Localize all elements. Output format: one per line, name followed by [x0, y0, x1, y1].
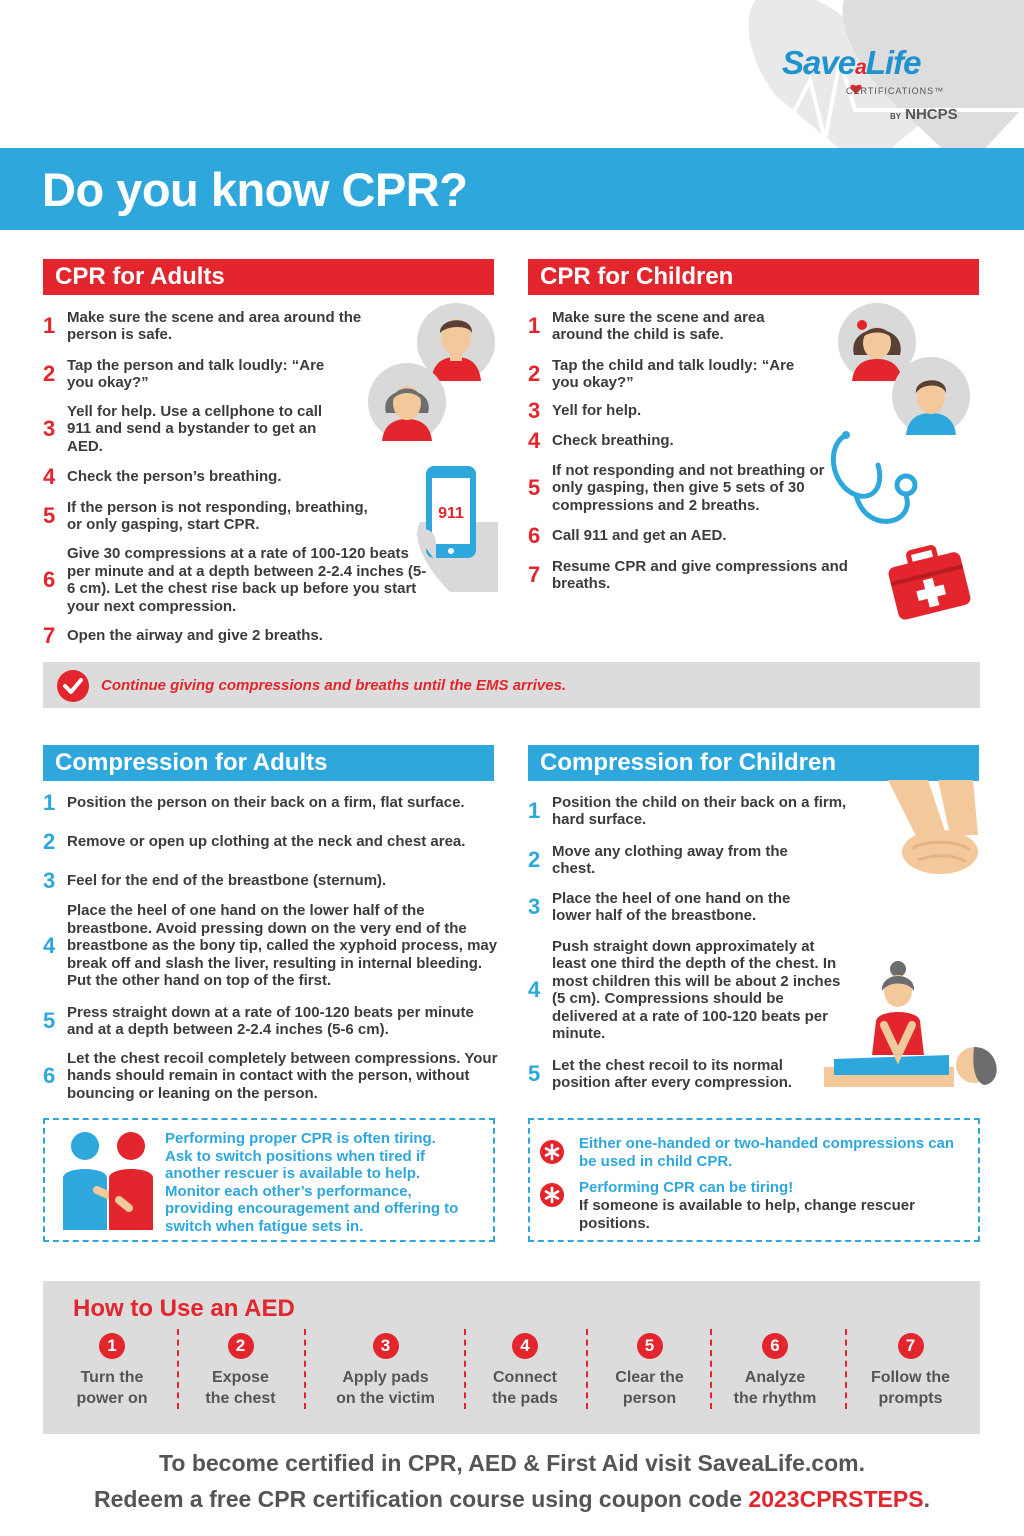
- check-circle-icon: [57, 670, 89, 702]
- footer-line-1: To become certified in CPR, AED & First Aid visit SaveaLife.com.: [159, 1450, 865, 1476]
- list-item: 1 Position the child on their back on a firm, hard surface.: [528, 793, 847, 828]
- child-tip-1: Either one-handed or two-handed compressions can be used in child CPR.: [579, 1135, 955, 1170]
- list-item: 1 Make sure the scene and area around the child is safe.: [528, 308, 765, 343]
- coupon-code: 2023CPRSTEPS: [748, 1486, 924, 1512]
- compression-adults-heading: Compression for Adults: [43, 745, 494, 781]
- asterisk-icon: [540, 1183, 564, 1207]
- aed-step: 5 Clear the person: [593, 1333, 706, 1409]
- list-item: 4 Check breathing.: [528, 428, 674, 453]
- child-tip-2-text: If someone is available to help, change rescuer positions.: [579, 1197, 915, 1232]
- list-item: 3 Yell for help.: [528, 398, 642, 423]
- cpr-children-heading: CPR for Children: [528, 259, 979, 295]
- list-item: 7 Resume CPR and give compressions and breaths.: [528, 557, 848, 592]
- list-item: 4 Place the heel of one hand on the lower half of the breastbone. Avoid pressing down on the very end of the breastbone as the bony tip, called the xyphoid process, may break off and slash the liver, resulting in internal bleeding. Put the other hand on top of the first.: [43, 902, 498, 990]
- list-item: 6 Give 30 compressions at a rate of 100-120 beats per minute and at a depth between 2-2.4 inches (5-6 cm). Let the chest rise back up before you start your next compression.: [43, 545, 427, 615]
- aed-divider: [586, 1329, 588, 1409]
- asterisk-icon: [540, 1140, 564, 1164]
- woman-avatar-icon: [368, 363, 446, 441]
- phone-911-icon: [410, 462, 498, 592]
- aed-step: 2 Expose the chest: [183, 1333, 298, 1409]
- list-item: 6 Call 911 and get an AED.: [528, 523, 727, 548]
- stethoscope-icon: [826, 425, 918, 540]
- logo-certifications: CERTIFICATIONS™: [846, 86, 945, 96]
- aed-divider: [464, 1329, 466, 1409]
- aed-divider: [845, 1329, 847, 1409]
- list-item: 2 Tap the child and talk loudly: “Are you okay?”: [528, 356, 795, 391]
- list-item: 2 Tap the person and talk loudly: “Are you okay?”: [43, 356, 325, 391]
- phone-911-label: 911: [438, 505, 464, 522]
- aed-heading: How to Use an AED: [73, 1295, 295, 1322]
- list-item: 6 Let the chest recoil completely between compressions. Your hands should remain in contact with the person, without bouncing or leaning on the person.: [43, 1049, 498, 1102]
- list-item: 3 Yell for help. Use a cellphone to call 911 and send a bystander to get an AED.: [43, 402, 323, 455]
- list-item: 2 Remove or open up clothing at the neck and chest area.: [43, 829, 466, 854]
- child-cpr-scene-icon: [824, 955, 1004, 1095]
- aed-step: 6 Analyze the rhythm: [715, 1333, 835, 1409]
- page-title: Do you know CPR?: [42, 163, 468, 216]
- list-item: 2 Move any clothing away from the chest.: [528, 842, 788, 877]
- child-tip-2-title: Performing CPR can be tiring!: [579, 1179, 794, 1196]
- list-item: 4 Check the person’s breathing.: [43, 464, 282, 489]
- list-item: 5 Press straight down at a rate of 100-120 beats per minute and at a depth between 2-2.4 inches (5-6 cm).: [43, 1003, 474, 1038]
- list-item: 1 Make sure the scene and area around the person is safe.: [43, 308, 362, 343]
- list-item: 1 Position the person on their back on a firm, flat surface.: [43, 790, 465, 815]
- aed-divider: [304, 1329, 306, 1409]
- footer-line-2: Redeem a free CPR certification course using coupon code 2023CPRSTEPS.: [94, 1486, 930, 1512]
- list-item: 7 Open the airway and give 2 breaths.: [43, 623, 323, 648]
- list-item: 5 If not responding and not breathing or only gasping, then give 5 sets of 30 compressions and 2 breaths.: [528, 461, 825, 514]
- cpr-adults-heading: CPR for Adults: [43, 259, 494, 295]
- two-rescuers-icon: [57, 1130, 157, 1232]
- logo-by-nhcps: BY NHCPS: [890, 106, 958, 123]
- list-item: 5 Let the chest recoil to its normal position after every compression.: [528, 1056, 793, 1091]
- boy-avatar-icon: [892, 357, 970, 435]
- list-item: 5 If the person is not responding, breathing, or only gasping, start CPR.: [43, 498, 368, 533]
- title-banner: [0, 148, 1024, 230]
- aed-step: 7 Follow the prompts: [853, 1333, 968, 1409]
- list-item: 3 Place the heel of one hand on the lower half of the breastbone.: [528, 889, 791, 924]
- hands-compression-icon: [878, 780, 988, 890]
- aed-step: 3 Apply pads on the victim: [313, 1333, 458, 1409]
- adult-tip-box: [43, 1118, 495, 1242]
- first-aid-kit-icon: [886, 543, 972, 625]
- aed-divider: [710, 1329, 712, 1409]
- compression-children-heading: Compression for Children: [528, 745, 979, 781]
- list-item: 4 Push straight down approximately at least one third the depth of the chest. In most children this will be about 2 inches (5 cm). Compressions should be delivered at a rate of 100-120 beats per minute.: [528, 937, 841, 1042]
- aed-step: 4 Connect the pads: [470, 1333, 580, 1409]
- aed-divider: [177, 1329, 179, 1409]
- adult-tip-text: Performing proper CPR is often tiring. Ask to switch positions when tired if another rescuer is available to help. Monitor each other’s performance, providing encouragement and offering to switch when fatigue sets in.: [165, 1130, 459, 1235]
- children-tip-box: [528, 1118, 980, 1242]
- list-item: 3 Feel for the end of the breastbone (sternum).: [43, 868, 387, 893]
- savealife-logo: [782, 44, 972, 126]
- ems-notice-bar: [43, 662, 980, 708]
- aed-step: 1 Turn the power on: [57, 1333, 167, 1409]
- aed-panel: [43, 1281, 980, 1434]
- ems-notice-text: Continue giving compressions and breaths until the EMS arrives.: [101, 677, 567, 694]
- logo-wordmark: SaveaLife: [782, 44, 921, 81]
